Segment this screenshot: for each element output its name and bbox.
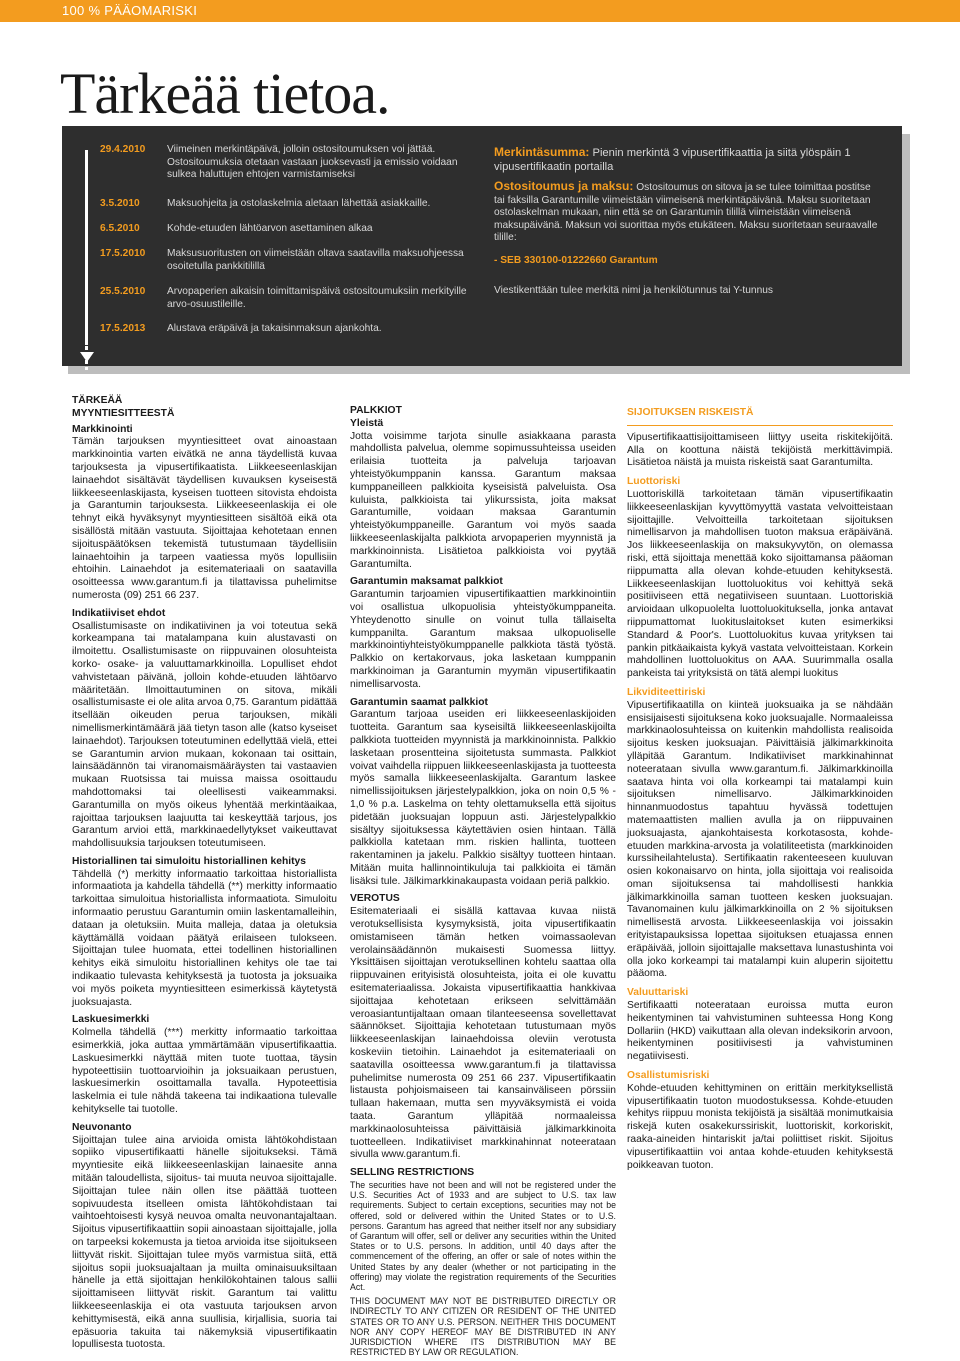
paragraph-liquidity-risk: Vipusertifikaatilla on kiinteä juoksuaika ja se nähdään ensisijaisesti sijoituksena koko juoksuajalle. Normaaleissa markkinaolosuhteissa on kuitenkin mahdollista realisoida sijoitus kesken juoksuajan. Päivittäisiä jälkimarkkinoita ylläpitää Garantum. Indikatiiviset markkinahinnat noteerataan sivulla www.garantum.fi. Jälkimarkkinoilla saatava hinta voi olla korkeampi tai matalampi kuin sijoituksen nimellisarvo. Jälkimarkkinoiden hinnanmuodostus tapahtuu hyvässä todettujen matemaattisten mallien avulla ja on riippuvainen juoksuajasta, ajankohtaisesta korkotasosta, kohde-etuuden markkina-arvosta ja volatiliteetista (markkinoiden kurssiheilahtelusta). Sertifikaatin rakenteeseen kuuluvan osien kokonaisarvo on hinta, jolla sijoittaja voi realisoida oman sijoituksensa tai mahdollisesti hankkia jälkimarkkinoilla saman tuotteen kesken juoksuajan. Tavanomainen kulu jälkimarkkinoilla on 2 % sijoituksen nimellisestä arvosta. Liikkeeseenlaskija voi joissakin erityistapauksissa lopettaa sijoituksen etuajassa ennen eräpäivää, jolloin sijoittajalle maksettava lunastushinta voi olla joko korkeampi tai matalampi kuin aluperin sijoitettu pääoma.: [627, 699, 893, 980]
page-title: Tärkeää tietoa.: [60, 61, 390, 126]
paragraph-participation-risk: Kohde-etuuden kehittyminen on erittäin merkityksellistä vipusertifikaatin tuoton muodostuksessa. Kohde-etuuden kehitys riippuu monista tekijöistä ja sisältää monimutkaisia riskejä kuten osakekurssiriskit, luottoriskit, korkoriskit, raaka-aineiden hintariskit ja/tai poliittiset riskit. Sijoitus vipusertifikaattiin voi antaa kohde-etuuden kehityksestä poikkeavan tuoton.: [627, 1082, 893, 1171]
timeline-text: Viimeinen merkintäpäivä, jolloin ostositoumuksen voi jättää. Ostositoumuksia otetaan vastaan juoksevasti ja emissio voidaan sulkea haluttujen ehtojen varmistamiseksi: [167, 144, 458, 180]
section-bar: [0, 0, 960, 22]
heading-advice: Neuvonanto: [72, 1121, 132, 1133]
paragraph-credit-risk: Luottoriskillä tarkoitetaan tämän vipusertifikaatin liikkeeseenlaskijan kyvyttömyyttä vastata velvoitteistaan sijoittajille. Velvoitteilla tarkoitetaan sijoituksen nimellisarvon ja mahdollisen tuoton maksua eräpäivänä. Jos liikkeeseenlaskija on maksukyvytön, on olemassa riski, että sijoittaja menettää koko sijoittamansa pääoman riippumatta alla olevan kohde-etuuden kehityksestä. Liikkeeseenlaskijan luottoluokitus voi kehittyä sekä positiiviseen että negatiiviseen suuntaan. Luottoriskiä arvioidaan ulkopuolelta luottoluokituksella, jonka antavat riippumattomat luokituslaitokset kuten esimerkiksi Standard & Poor's. Luottoluokitus kuvaa yrityksen tai pankin pitkäaikaista kykyä vastata velvoitteistaan. Korkein mahdollinen luottoluokitus on AAA. Suurimmalla osalla pankeista tai yrityksistä on tätä alempi luokitus: [627, 488, 893, 680]
timeline-text: Maksusuoritusten on viimeistään oltava saatavilla maksuohjeessa osoitetulla pankkitilillä: [167, 248, 464, 272]
paragraph-paid-fees: Garantumin tarjoamien vipusertifikaattien markkinointiin voi osallistua ulkopuolisia yhteistyökumppaneita. Yhteydenotto sinulle on voinut tulla tällaiselta kumppanilta. Garantum maksaa ulkopuoliselle markkinointiyhteistyökumppanelle palkkiota tästä työstä. Palkkio on kertakorvaus, joka lasketaan kumppanin markkinoiman ja Garantumin myymän vipusertifikaatin nimellisarvosta.: [350, 589, 616, 690]
bank-account: - SEB 330100-01222660 Garantum: [494, 255, 658, 266]
heading-taxation: VEROTUS: [350, 893, 400, 905]
timeline-date: 29.4.2010: [100, 144, 146, 155]
timeline-text: Alustava eräpäivä ja takaisinmaksun ajankohta.: [167, 323, 382, 334]
column-fees: [350, 405, 616, 1361]
heading-participation-risk: Osallistumisriski: [627, 1070, 710, 1082]
heading-selling-restrictions: SELLING RESTRICTIONS: [350, 1167, 475, 1179]
paragraph-general: Jotta voisimme tarjota sinulle asiakkaana parasta mahdollista palvelua, olemme sopimussuhteissa useiden erilaisia tuotteita ja palveluja tarjoavan yhteistyökumppanin kanssa. Garantum maksaa kumppaneilleen palkkioita kyseisistä palveluista. Osa kuluista, palkkioista tai ylikurssista, joita maksat Garantumille, voidaan maksaa Garantumin yhteistyökumppaneille. Garantum voi myös saada liikkeeseenlaskijalta palkkiota arvopaperien myynnistä ja markkinoinnista. Lisätietoa palkkioista voi pyytää Garantumilta.: [350, 430, 616, 570]
paragraph-selling-restrictions: The securities have not been and will not be registered under the U.S. Securities Act of 1933 and are subject to U.S. tax law requirements. Subject to certain exceptions, securities may not be offered, sold or delivered within the United States or to U.S. persons. Garantum has agreed that neither itself nor any subsidiary of Garantum will offer, sell or deliver any securities within the United States or to U.S. persons. In addition, until 40 days after the commencement of the offering, an offer or sale of notes within the United States by any dealer (whether or not participating in the offering) may violate the registration requirements of the Securities Act.: [350, 1180, 616, 1293]
paragraph-taxation: Esitemateriaali ei sisällä kattavaa kuvaa niistä verotuksellisista kysymyksistä, joita vipusertifikaatin omistamiseen tämän hetken voimassaolevan verolainsäädännön mukaisesti Suomessa liittyy. Yksittäisen sijoittajan verotuksellinen kohtelu saattaa olla riippuvainen erityisistä olosuhteista, joita ei ole kuvattu esitemateriaalissa. Jokaista vipusertifikaattia hankkivaa sijoittajaa kehotetaan erikseen selvittämään veroasiantuntijaltaan omaan tilanteeseensa sovellettavat säännökset. Sijoittajia kehotetaan tutustumaan myös liikkeeseenlaskijan lainaehdoissa oleviin verotusta koskeviin tietoihin. Lainaehdot ja esitemateriaali on saatavilla osoitteessa www.garantum.fi ja tilattavissa puhelimitse numerosta 09 251 66 237. Vipusertifikaatin listausta pohjoismaiseen tai kansainväliseen pörssiin tullaan hakemaan, mutta sen myyväksymistä ei voida taata. Garantum ylläpitää normaaleissa markkinaolosuhteissa päivittäisiä jälkimarkkinoita tuotteelleen. Indikatiiviset markkinahinnat noteerataan sivulla www.garantum.fi.: [350, 906, 616, 1161]
heading-general: Yleistä: [350, 417, 384, 429]
timeline-text: Arvopaperien aikaisin toimittamispäivä ostositoumuksiin merkityille arvo-osuustileille.: [167, 286, 467, 310]
paragraph-currency-risk: Sertifikaatti noteerataan euroissa mutta euron heikentyminen tai vahvistuminen suhteessa Hong Kong Dollariin (HKD) vaikuttaan alla olevan indeksikorin arvoon, heikentyminen positiivisesti ja vahvistuminen negatiivisesti.: [627, 1000, 893, 1063]
column-risks: [627, 407, 893, 1176]
heading-credit-risk: Luottoriski: [627, 476, 681, 488]
timeline-date: 3.5.2010: [100, 198, 140, 209]
heading-fees: PALKKIOT: [350, 405, 402, 416]
heading-paid-fees: Garantumin maksamat palkkiot: [350, 576, 503, 588]
payment-text: Ostositoumus on sitova ja se tulee toimittaa postitse tai faksilla Garantumille viimeistään viimeisenä merkintäpäivänä. Maksu suoritetaan ostolaskelman mukaan, niin että se on Garantumin tilillä viimeistään viimeisenä maksupäivänä. Maksun voi suorittaa myös etukäteen. Maksu suoritetaan seuraavalle tilille:: [494, 182, 878, 243]
heading-received-fees: Garantumin saamat palkkiot: [350, 696, 488, 708]
column-important: [72, 395, 337, 1356]
paragraph-marketing: Tämän tarjouksen myyntiesitteet ovat ainoastaan markkinointia varten eivätkä ne anna täydellistä kuvaa tarjouksesta ja vipusertifikaatista. Liikkeeseenlaskijan lainaehdot sisältävät täydellisen kuvauksen kyseisestä liikkeeseenlaskijasta, kyseisen tuotteen sitovista ehdoista ja Garantumin tarjouksesta. Liikkeeseenlaskija ei ole tehnyt eikä hyväksynyt myyntiesitteen sisältöä eikä ota sisällöstä mitään vastuuta. Sijoittajaa kehotetaan ennen sijoituspäätöksen tekemistä tutustumaan täydellisiin lainaehtoihin ja tarpeen vaatiessa myös lopullisiin ehtoihin. Lainaehdot ja esitemateriaali on saatavilla osoitteessa www.garantum.fi ja tilattavissa puhelimitse numerosta (09) 251 66 237.: [72, 436, 337, 601]
paragraph-indicative: Osallistumisaste on indikatiivinen ja voi toteutua sekä korkeampana tai matalampana kuin alustavasti on ilmoitettu. Osallistumisaste on riippuvainen olosuhteista korko- osake- ja valuuttamarkkinoilla. Lopulliset ehdot vahvistetaan päivänä, jolloin kohde-etuuden lähtöarvo määritetään. Ilmoittautuminen on sitova, mikäli osallistumisaste ei ole alita arvoa 0,75. Garantum pidättää itsellään oikeuden perua tarjouksen, mikäli nimellismerkintämäärä jää tietyn tason alle (katso kyseiset lainaehdot). Tarjouksen toteutuminen edellyttää vielä, ettei se Garantumin arvion mukaan, kokonaan tai osittain, lainsäädännön tai viranomaismääräysten tai vastaavien mukaan Ruotsissa tai muissa maissa osoittaudu mahdottomaksi tai oleellisesti vaikeammaksi. Garantumilla on myös oikeus lyhentää merkintäaikaa, rajoittaa tarjouksen laajuutta tai keskeyttää tarjous, jos Garantum arvioi että, markkinaedellytykset vaikeuttavat mahdollisuuksia tarjouksen toteutumiseen.: [72, 620, 337, 850]
heading-indicative: Indikatiiviset ehdot: [72, 607, 166, 619]
heading-risks: SIJOITUKSEN RISKEISTÄ: [627, 407, 754, 418]
timeline-date: 25.5.2010: [100, 286, 146, 297]
payment-label: Ostositoumus ja maksu:: [494, 179, 634, 193]
heading-currency-risk: Valuuttariski: [627, 987, 689, 999]
heading-important: TÄRKEÄÄ: [72, 395, 123, 406]
min-amount-label: Merkintäsumma:: [494, 145, 590, 159]
payment-block: [494, 180, 884, 245]
paragraph-received-fees: Garantum tarjoaa useiden eri liikkeeseenlaskijoiden tuotteita. Garantum saa kyseisiltä liikkeeseenlaskijoilta palkkiota tuotteiden myynnistä ja markkinoinnista. Palkkio lasketaan prosentteina sijoitetusta summasta. Palkkiot voivat vaihdella riippuen liikkeeseenlaskijasta ja tuotteesta myös samalla liikkeeseenlaskijalta. Garantum laskee nimellissijoituksen järjestelypalkkion, joka on noin 0,5 % - 1,0 % p.a. Laskelma on tehty olettamuksella että sijoitus pidetään juoksuajan loppuun asti. Järjestelypalkkio sisältyy sijoituksessa käytettävien osien hintaan. Tällä palkkiolla katetaan mm. riskien hallinta, tuotteen rakentaminen ja jakelu. Palkkio sisältyy tuotteen hintaan. Mitään muita hallinnointikuluja tai palkkioita ei tämän lisäksi tule. Jälkimarkkinakaupasta voidaan periä palkkio.: [350, 709, 616, 887]
min-amount-block: [494, 146, 884, 174]
timeline-line: [85, 150, 88, 345]
heading-brochure: MYYNTIESITTEESTÄ: [72, 407, 175, 419]
min-amount-text: Pienin merkintä 3 vipusertifikaattia ja siitä ylöspäin 1 vipusertifikaatin portailla: [494, 147, 851, 173]
paragraph-historical: Tähdellä (*) merkitty informaatio tarkoittaa historiallista informaatiota ja kahdella tähdellä (**) merkitty informaatio tarkoittaa simuloitua historiallista informaatiota. Simuloitu informaatio perustuu Garantumin omiin laskentamalleihin, dataan ja oletuksiin. Muita malleja, dataa ja oletuksia käyttämällä voidaan päätyä erilaiseen tulokseen. Sijoittajan tulee huomata, ettei todellinen historiallinen kehitys eikä simuloitu historiallinen kehitys ole tae tai indikaatio tulevasta kehityksestä ja tuotosta ja joksuaika voi myös poiketa myyntiesitteen esimerkissä käytetystä juoksuajasta.: [72, 868, 337, 1008]
paragraph-calculation: Kolmella tähdellä (***) merkitty informaatio tarkoittaa esimerkkiä, joka auttaa ymmärtämään vipusertifikaattia. Laskuesimerkki näyttää miten tuote tuottaa, täysin hypoteettisiin tuottoarvioihin ja joksuaikaan perustuen, laskuesimerkin osoittamalla tavalla. Hypoteettisia laskelmia ei tule nähdä takeena tai indikaationa tulevalle kehitykselle tai tuotolle.: [72, 1027, 337, 1116]
heading-liquidity-risk: Likviditeettiriski: [627, 686, 706, 698]
timeline-date: 17.5.2013: [100, 323, 146, 334]
payment-note: Viestikenttään tulee merkitä nimi ja henkilötunnus tai Y-tunnus: [494, 285, 774, 296]
timeline-arrow-icon: [80, 352, 94, 362]
heading-historical: Historiallinen tai simuloitu historiallinen kehitys: [72, 855, 307, 867]
timeline-date: 17.5.2010: [100, 248, 146, 259]
heading-marketing: Markkinointi: [72, 423, 133, 435]
section-label: 100 % PÄÄOMARISKI: [62, 3, 198, 18]
heading-calculation: Laskuesimerkki: [72, 1014, 150, 1026]
timeline-text: Maksuohjeita ja ostolaskelmia aletaan lähettää asiakkaille.: [167, 198, 431, 209]
timeline-text: Kohde-etuuden lähtöarvon asettaminen alkaa: [167, 223, 373, 234]
paragraph-risks: Vipusertifikaattisijoittamiseen liittyy useita riskitekijöitä. Alla on koottuna näistä tekijöistä merkittävimpiä. Lisätietoa näistä ja muista riskeistä saat Garantumilta.: [627, 431, 893, 469]
paragraph-distribution: THIS DOCUMENT MAY NOT BE DISTRIBUTED DIRECTLY OR INDIRECTLY TO ANY CITIZEN OR RESIDENT OF THE UNITED STATES OR TO ANY U.S. PERSON. NEITHER THIS DOCUMENT NOR ANY COPY HEREOF MAY BE DISTRIBUTED IN ANY JURISDICTION WHERE ITS DISTRIBUTION MAY BE RESTRICTED BY LAW OR REGULATION.: [350, 1296, 616, 1358]
timeline-date: 6.5.2010: [100, 223, 140, 234]
paragraph-advice: Sijoittajan tulee aina arvioida omista lähtökohdistaan sopiiko vipusertifikaatti hänelle sijoitukseksi. Tämä myyntiesite eikä liikkeeseenlaskijan lainaesite anna mitään taloudellista, sijoitus- tai muuta neuvoa sijoittajalle. Sijoittajan tulee näin ollen itse päättää tuotteen sopivuudesta itselleen omista lähtökohdistaan tai vaihtoehtoisesti kysyä neuvoa omalta neuvonantajaltaan. Sijoitus vipusertifikaattiin sopii ainoastaan sijoittajalle, jolla on tarpeeksi kokemusta ja tietoa arvioida itse sijoitukseen liittyvät riskit. Sijoittajan tulee myös varmistua siitä, että sijoitus sopii juoksuajaltaan ja muilta ominaisuuksiltaan hänelle ja että sijoittajan henkilökohtainen talous sallii sijoittamiseen liittyvät riskit. Garantum tai valittu liikkeeseenlaskija ei ota vastuuta tarjouksen arvon kehittymisestä, eikä anna suullisia, kirjallisia, suoria tai epäsuoria takuita tai näkemyksiä vipusertifikaatin lopullisesta tuotosta.: [72, 1134, 337, 1351]
